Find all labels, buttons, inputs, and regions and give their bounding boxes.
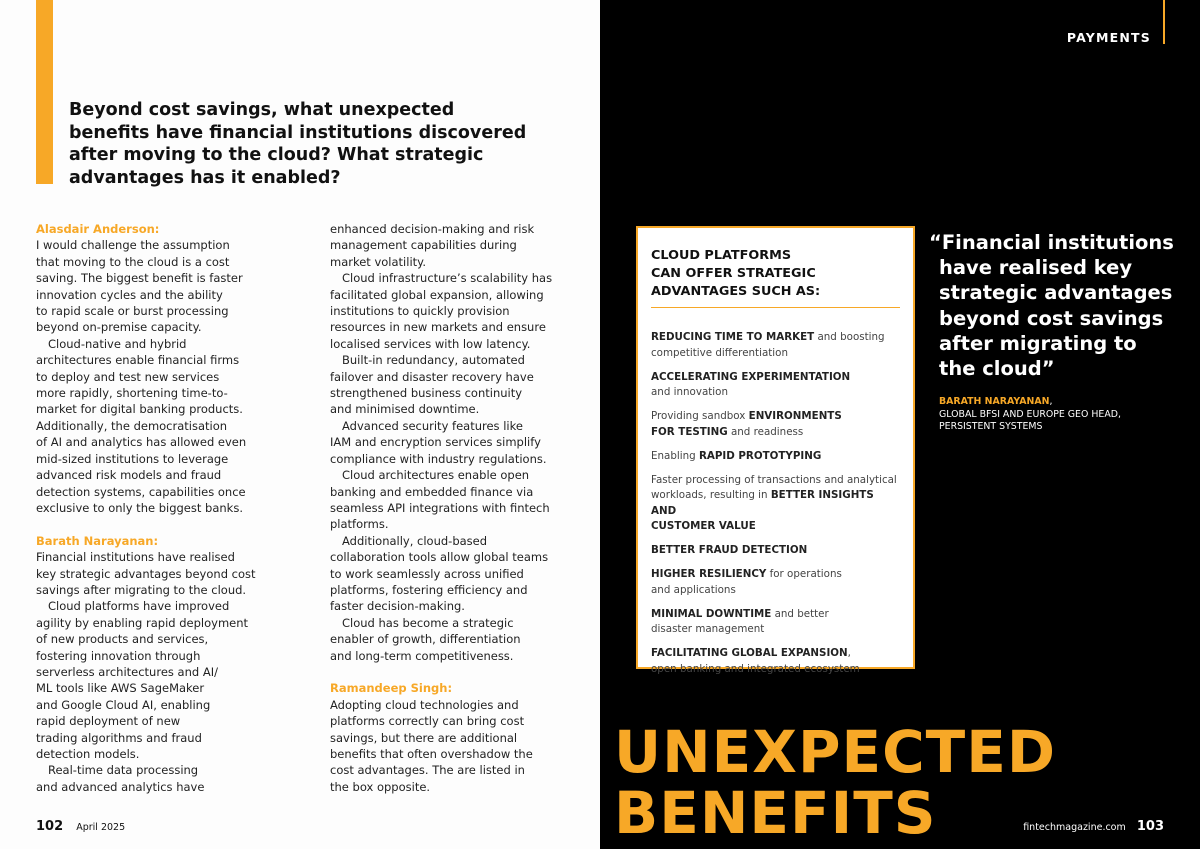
- paragraph: [330, 418, 580, 467]
- section-rule: [1163, 0, 1165, 44]
- advantage-item: [651, 409, 900, 440]
- line: platforms.: [330, 517, 389, 532]
- line: cost advantages. The are listed in: [330, 763, 525, 778]
- line: Cloud infrastructure’s scalability has: [342, 271, 553, 286]
- advantage-item: [651, 370, 900, 401]
- line: of new products and services,: [36, 632, 209, 647]
- paragraph: [330, 615, 580, 664]
- paragraph: [36, 237, 276, 335]
- line: Additionally, cloud-based: [342, 533, 488, 548]
- attribution-comma: ,: [1049, 396, 1053, 407]
- advantage-highlight: FACILITATING GLOBAL EXPANSION: [651, 647, 848, 659]
- paragraph: [36, 336, 276, 516]
- question-line: benefits have financial institutions discovered: [69, 122, 527, 143]
- pull-quote: [929, 230, 1179, 381]
- quote-line: the cloud”: [939, 357, 1055, 381]
- line: platforms, fostering efficiency and: [330, 582, 528, 597]
- line: collaboration tools allow global teams: [330, 550, 549, 565]
- line: that moving to the cloud is a cost: [36, 254, 230, 269]
- quote-attribution: [939, 396, 1169, 434]
- advantage-highlight: HIGHER RESILIENCY: [651, 568, 767, 580]
- line: advanced risk models and fraud: [36, 468, 222, 483]
- section-label: PAYMENTS: [1066, 30, 1151, 45]
- speaker-name: Ramandeep Singh:: [330, 681, 453, 696]
- line: and minimised downtime.: [330, 402, 480, 417]
- advantage-text: open banking and integrated ecosystem: [651, 662, 860, 675]
- line: facilitated global expansion, allowing: [330, 287, 544, 302]
- spacer: [330, 664, 580, 680]
- line: exclusive to only the biggest banks.: [36, 500, 243, 515]
- issue-date: April 2025: [76, 822, 126, 833]
- advantage-text: Enabling: [651, 449, 699, 462]
- speaker-name: Barath Narayanan:: [36, 533, 159, 548]
- advantage-highlight: ACCELERATING EXPERIMENTATION: [651, 370, 851, 383]
- paragraph: [330, 697, 580, 795]
- question-line: Beyond cost savings, what unexpected: [69, 100, 455, 120]
- advantage-item: [651, 543, 900, 559]
- line: compliance with industry regulations.: [330, 451, 547, 466]
- line: Adopting cloud technologies and: [330, 697, 519, 712]
- site-url: fintechmagazine.com: [1023, 822, 1126, 833]
- quote-line: strategic advantages: [939, 281, 1173, 305]
- paragraph: [36, 598, 276, 762]
- advantage-highlight: ENVIRONMENTS: [748, 410, 842, 422]
- advantage-highlight: CUSTOMER VALUE: [651, 520, 756, 532]
- box-title-line: CLOUD PLATFORMS: [651, 248, 792, 263]
- line: enabler of growth, differentiation: [330, 632, 521, 647]
- line: banking and embedded finance via: [330, 484, 534, 499]
- box-divider: [651, 307, 900, 308]
- line: institutions to quickly provision: [330, 304, 510, 319]
- line: market volatility.: [330, 254, 426, 269]
- advantage-item: [651, 473, 900, 535]
- box-title: [651, 247, 900, 301]
- line: Advanced security features like: [342, 418, 523, 433]
- line: Financial institutions have realised: [36, 550, 235, 565]
- advantage-text: for operations: [766, 568, 842, 580]
- question-line: after moving to the cloud? What strategic: [69, 145, 484, 165]
- line: seamless API integrations with fintech: [330, 500, 550, 515]
- paragraph: [330, 352, 580, 418]
- line: Additionally, the democratisation: [36, 418, 228, 433]
- advantage-item: [651, 607, 900, 638]
- line: serverless architectures and AI/: [36, 664, 218, 679]
- advantage-highlight: BETTER INSIGHTS AND: [651, 489, 874, 517]
- line: faster decision-making.: [330, 599, 465, 614]
- accent-bar: [36, 0, 53, 184]
- advantage-text: and boosting: [814, 331, 885, 343]
- line: I would challenge the assumption: [36, 238, 230, 253]
- spacer: [36, 516, 276, 532]
- line: and advanced analytics have: [36, 779, 205, 794]
- advantage-item: [651, 330, 900, 361]
- advantage-text: competitive differentiation: [651, 346, 788, 359]
- line: fostering innovation through: [36, 648, 201, 663]
- advantage-item: [651, 449, 900, 465]
- text-column-2: [330, 221, 580, 795]
- line: failover and disaster recovery have: [330, 369, 534, 384]
- text-column-1: [36, 221, 276, 795]
- line: trading algorithms and fraud: [36, 730, 202, 745]
- box-title-line: CAN OFFER STRATEGIC: [651, 266, 816, 281]
- paragraph: [330, 221, 580, 270]
- line: to deploy and test new services: [36, 369, 220, 384]
- line: the box opposite.: [330, 779, 431, 794]
- line: market for digital banking products.: [36, 402, 243, 417]
- quote-line: “Financial institutions: [929, 231, 1174, 254]
- advantage-item: [651, 567, 900, 598]
- headline-line: BENEFITS: [614, 779, 937, 847]
- line: Built-in redundancy, automated: [342, 353, 525, 368]
- paragraph: [330, 270, 580, 352]
- advantage-highlight: RAPID PROTOTYPING: [698, 449, 822, 462]
- line: strengthened business continuity: [330, 386, 523, 401]
- advantage-text: Faster processing of transactions and analytical: [651, 473, 897, 486]
- line: savings, but there are additional: [330, 730, 518, 745]
- attribution-company: PERSISTENT SYSTEMS: [939, 421, 1043, 432]
- line: more rapidly, shortening time-to-: [36, 386, 228, 401]
- page-number: 102: [36, 819, 64, 834]
- paragraph: [330, 533, 580, 615]
- quote-line: beyond cost savings: [939, 306, 1164, 330]
- line: key strategic advantages beyond cost: [36, 566, 256, 581]
- line: Real-time data processing: [48, 763, 199, 778]
- advantage-text: Providing sandbox: [651, 410, 749, 422]
- box-title-line: ADVANTAGES SUCH AS:: [651, 284, 821, 299]
- advantage-text: and better: [771, 607, 829, 620]
- line: platforms correctly can bring cost: [330, 714, 525, 729]
- line: Cloud architectures enable open: [342, 468, 530, 483]
- headline-line: UNEXPECTED: [614, 718, 1056, 786]
- line: architectures enable financial firms: [36, 353, 240, 368]
- paragraph: [36, 762, 276, 795]
- line: Cloud platforms have improved: [48, 599, 230, 614]
- line: agility by enabling rapid deployment: [36, 615, 249, 630]
- footer-left: [36, 815, 125, 834]
- speaker-name: Alasdair Anderson:: [36, 222, 160, 236]
- advantage-text: and readiness: [727, 425, 804, 438]
- line: Cloud-native and hybrid: [48, 336, 187, 351]
- line: to work seamlessly across unified: [330, 566, 524, 581]
- question-heading: [69, 99, 539, 189]
- quote-line: after migrating to: [939, 331, 1137, 355]
- advantage-text: disaster management: [651, 623, 765, 635]
- line: ML tools like AWS SageMaker: [36, 681, 205, 696]
- advantage-item: [651, 646, 900, 677]
- line: management capabilities during: [330, 238, 517, 253]
- advantages-box: [636, 226, 915, 675]
- advantage-highlight: MINIMAL DOWNTIME: [651, 607, 772, 620]
- line: innovation cycles and the ability: [36, 287, 223, 302]
- advantage-text: and applications: [651, 583, 736, 596]
- line: detection systems, capabilities once: [36, 484, 246, 499]
- line: to rapid scale or burst processing: [36, 304, 229, 319]
- page-number: 103: [1136, 819, 1164, 834]
- advantage-text: workloads, resulting in: [651, 489, 771, 501]
- line: localised services with low latency.: [330, 336, 531, 351]
- advantage-highlight: BETTER FRAUD DETECTION: [651, 544, 808, 556]
- advantage-highlight: FOR TESTING: [651, 425, 728, 438]
- headline: [614, 718, 1056, 847]
- line: saving. The biggest benefit is faster: [36, 271, 243, 286]
- attribution-name: BARATH NARAYANAN: [939, 396, 1050, 407]
- line: IAM and encryption services simplify: [330, 435, 541, 450]
- paragraph: [330, 467, 580, 533]
- quote-line: have realised key: [939, 256, 1133, 280]
- line: mid-sized institutions to leverage: [36, 451, 229, 466]
- advantage-highlight: REDUCING TIME TO MARKET: [651, 331, 815, 343]
- advantage-text: and innovation: [651, 386, 728, 398]
- line: and Google Cloud AI, enabling: [36, 697, 211, 712]
- line: benefits that often overshadow the: [330, 746, 533, 761]
- advantage-text: ,: [847, 647, 851, 659]
- footer-right: [1023, 815, 1164, 834]
- line: savings after migrating to the cloud.: [36, 582, 247, 597]
- question-line: advantages has it enabled?: [69, 167, 341, 188]
- line: enhanced decision-making and risk: [330, 222, 535, 236]
- line: beyond on-premise capacity.: [36, 320, 202, 335]
- line: detection models.: [36, 746, 140, 761]
- line: Cloud has become a strategic: [342, 615, 514, 630]
- attribution-role: GLOBAL BFSI AND EUROPE GEO HEAD,: [939, 408, 1121, 420]
- line: resources in new markets and ensure: [330, 320, 546, 335]
- paragraph: [36, 549, 276, 598]
- line: rapid deployment of new: [36, 714, 181, 729]
- line: and long-term competitiveness.: [330, 648, 514, 663]
- line: of AI and analytics has allowed even: [36, 435, 247, 450]
